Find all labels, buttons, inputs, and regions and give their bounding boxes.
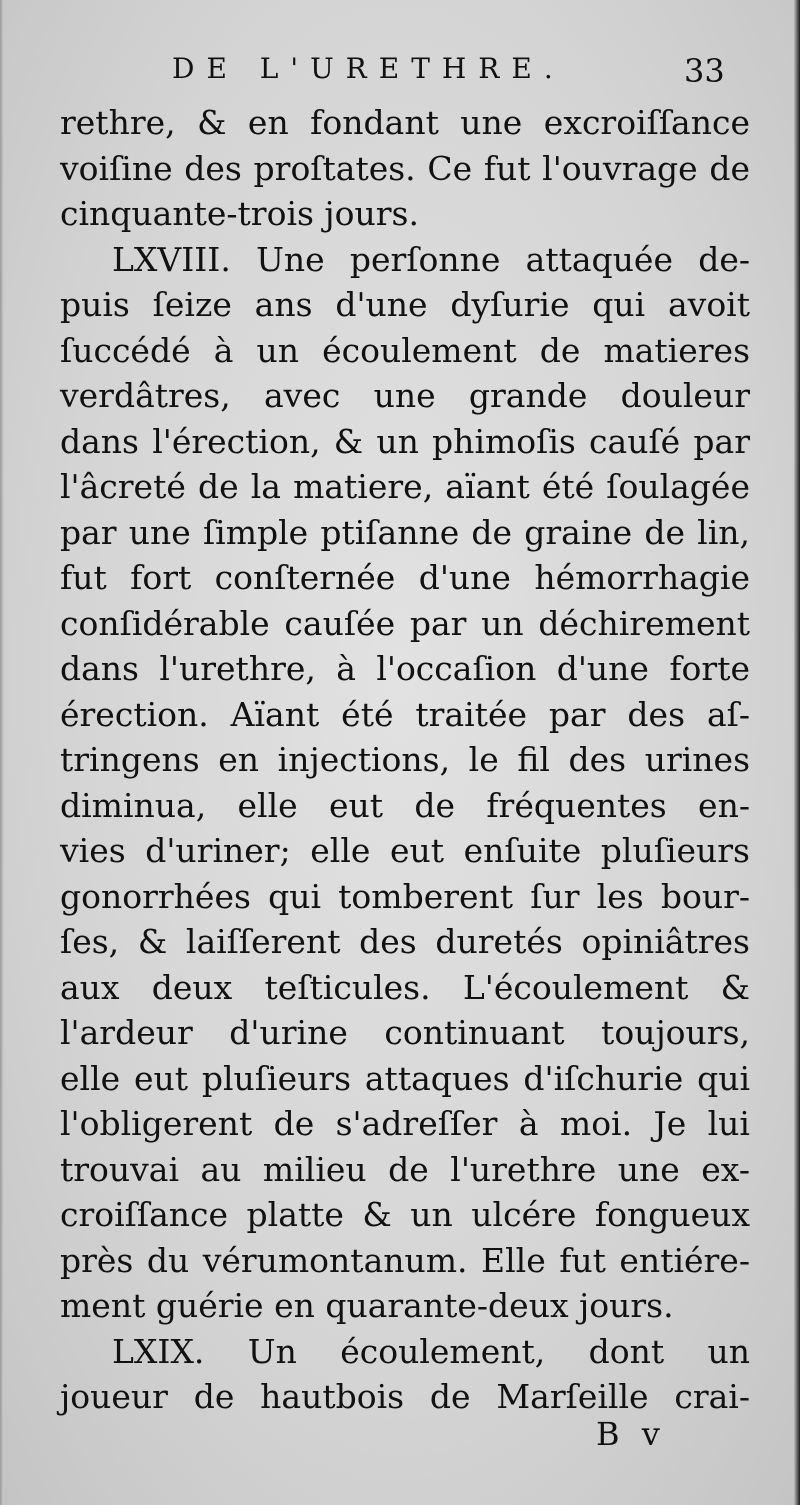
text-line-16: diminua, elle eut de fréquentes en- [60,785,750,825]
text-line-20: aux deux teſticules. L'écoulement & [60,967,750,1007]
text-line-22: elle eut pluſieurs attaques d'iſchurie qui [60,1058,750,1098]
text-line-11: fut fort conſternée d'une hémorrhagie [60,558,750,597]
text-line-5: puis ſeize ans d'une dyſurie qui avoit [60,285,750,324]
text-line-8: dans l'érection, & un phimoſis cauſé par [60,421,750,461]
text-line-4: LXVIII. Une perſonne attaquée de- [112,239,750,279]
text-line-18: gonorrhées qui tomberent ſur les bour- [60,876,750,916]
text-line-29: joueur de hautbois de Marſeille crai- [60,1377,750,1416]
text-line-1: rethre, & en fondant une excroiſſance [60,103,750,142]
text-line-9: l'âcreté de la matiere, aïant été ſoulagée [60,467,750,506]
text-line-27: ment guérie en quarante-deux jours. [60,1286,674,1325]
text-line-6: ſuccédé à un écoulement de matieres [60,330,750,370]
text-line-28: LXIX. Un écoulement, dont un [112,1331,750,1371]
text-line-25: croiſſance platte & un ulcére fongueux [60,1195,750,1234]
text-line-23: l'obligerent de s'adreſſer à moi. Je lui [60,1104,750,1143]
text-line-13: dans l'urethre, à l'occaſion d'une forte [60,649,750,688]
text-line-3: cinquante-trois jours. [60,194,419,233]
page-header [0,52,800,92]
text-line-26: près du vérumontanum. Elle fut entiére- [60,1240,750,1280]
text-line-15: tringens en injections, le fil des urines [60,740,750,779]
text-line-19: ſes, & laiſſerent des duretés opiniâtres [60,922,750,961]
signature-mark: B v [596,1415,666,1453]
text-line-12: conſidérable cauſée par un déchirement [60,603,750,643]
text-line-10: par une ſimple ptiſanne de graine de lin, [60,512,750,552]
text-line-17: vies d'uriner; elle eut enſuite pluſieurs [60,831,750,870]
page-number: 33 [684,52,725,90]
text-line-21: l'ardeur d'urine continuant toujours, [60,1013,750,1052]
page-binding-shadow [794,0,800,1505]
text-line-24: trouvai au milieu de l'urethre une ex- [60,1149,750,1189]
page-left-edge [0,0,4,1505]
text-line-14: érection. Aïant été traitée par des aſ- [60,694,750,734]
running-title: DE L'URETHRE. [172,52,565,85]
text-line-7: verdâtres, avec une grande douleur [60,376,750,415]
body-text [60,100,750,1420]
text-line-2: voiſine des proſtates. Ce fut l'ouvrage de [60,148,750,188]
